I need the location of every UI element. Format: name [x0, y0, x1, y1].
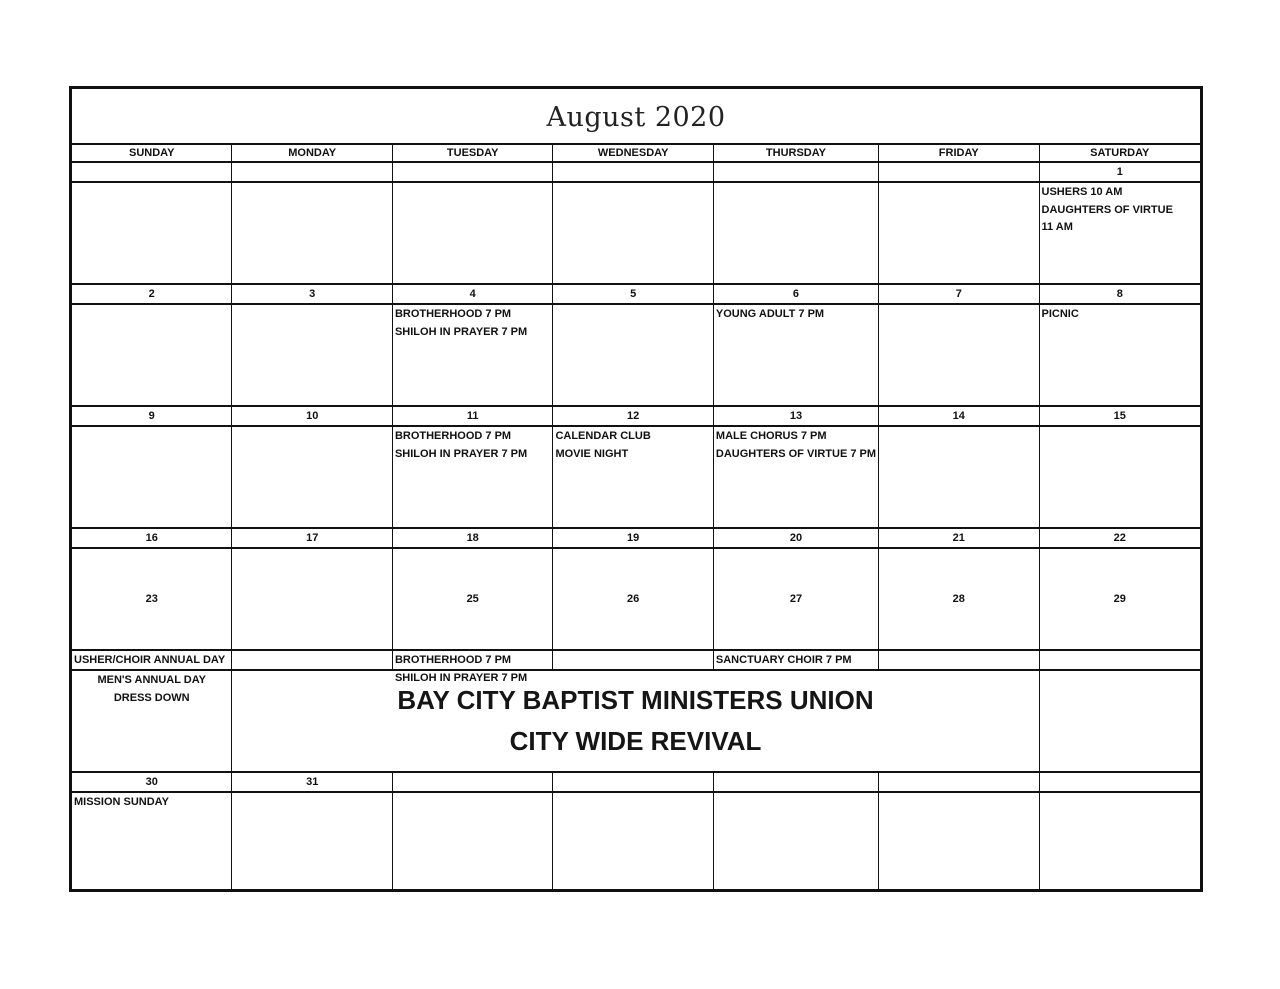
event: DAUGHTERS OF VIRTUE 7 PM: [715, 447, 877, 460]
day-cell: [1040, 793, 1200, 890]
event: SANCTUARY CHOIR 7 PM: [715, 654, 852, 666]
day-cell-aug-27: [714, 651, 879, 671]
date-number: [232, 549, 392, 651]
day-cell-aug-13: [714, 427, 879, 529]
day-cell: [393, 183, 553, 285]
day-cell: [714, 793, 879, 890]
date-number: 6: [714, 285, 879, 305]
date-number: 15: [1040, 407, 1200, 427]
revival-banner: [232, 671, 1039, 773]
day-cell-aug-11: [393, 427, 553, 529]
date-number: 25: [393, 549, 553, 651]
day-cell-aug-12: [553, 427, 713, 529]
date-number: 29: [1040, 549, 1200, 651]
day-cell: [72, 305, 232, 407]
day-cell: [232, 651, 392, 671]
date-number: 11: [393, 407, 553, 427]
calendar-title: August 2020: [546, 101, 726, 133]
date-number: [553, 773, 713, 793]
day-cell: [879, 305, 1039, 407]
event: SHILOH IN PRAYER 7 PM: [394, 447, 528, 460]
date-number: 26: [553, 549, 713, 651]
day-cell-aug-25: [393, 651, 553, 684]
event: MISSION SUNDAY: [74, 796, 169, 808]
day-cell: [1040, 651, 1200, 671]
event: MEN'S ANNUAL DAY: [97, 674, 207, 686]
event: SHILOH IN PRAYER 7 PM: [394, 325, 528, 338]
day-header-tuesday: TUESDAY: [393, 145, 553, 163]
day-header-friday: FRIDAY: [879, 145, 1039, 163]
day-cell: [714, 183, 879, 285]
date-number: [879, 773, 1039, 793]
calendar: [69, 86, 1203, 892]
day-cell: [553, 651, 713, 671]
date-number: [72, 163, 232, 183]
day-cell-aug-1: [1040, 183, 1200, 285]
date-number: [1040, 773, 1200, 793]
day-cell: [1040, 427, 1200, 529]
day-cell: [553, 793, 713, 890]
event: PICNIC: [1041, 308, 1079, 320]
date-number: [553, 163, 713, 183]
event: USHER/CHOIR ANNUAL DAY: [74, 654, 226, 666]
day-cell: [232, 305, 392, 407]
date-number: 22: [1040, 529, 1200, 549]
date-number: [232, 163, 392, 183]
event: CALENDAR CLUB: [555, 430, 651, 442]
day-cell: [879, 183, 1039, 285]
calendar-grid: [72, 145, 1200, 889]
banner-line: CITY WIDE REVIVAL: [509, 726, 762, 756]
date-number: 23: [72, 549, 232, 651]
date-number: 19: [553, 529, 713, 549]
date-number: 28: [879, 549, 1039, 651]
date-number: 16: [72, 529, 232, 549]
event: BROTHERHOOD 7 PM: [394, 308, 512, 320]
day-header-sunday: SUNDAY: [72, 145, 232, 163]
date-number: 17: [232, 529, 392, 549]
event: 11 AM: [1041, 221, 1073, 233]
day-header-wednesday: WEDNESDAY: [553, 145, 713, 163]
day-header-thursday: THURSDAY: [714, 145, 879, 163]
date-number: 1: [1040, 163, 1200, 183]
date-number: 7: [879, 285, 1039, 305]
day-cell: [232, 793, 392, 890]
day-header-monday: MONDAY: [232, 145, 392, 163]
event: USHERS 10 AM: [1041, 186, 1123, 198]
day-cell-aug-30: [72, 793, 232, 890]
date-number: 8: [1040, 285, 1200, 305]
day-cell-aug-4: [393, 305, 553, 407]
date-number: [393, 773, 553, 793]
event: BROTHERHOOD 7 PM: [394, 654, 512, 666]
date-number: 27: [714, 549, 879, 651]
date-number: 2: [72, 285, 232, 305]
date-number: 3: [232, 285, 392, 305]
date-number: 10: [232, 407, 392, 427]
day-cell: [232, 427, 392, 529]
day-cell: [72, 183, 232, 285]
day-cell: [879, 427, 1039, 529]
day-cell: [553, 305, 713, 407]
day-cell: [1040, 671, 1200, 773]
banner-line: BAY CITY BAPTIST MINISTERS UNION: [397, 685, 874, 715]
day-cell: [232, 183, 392, 285]
title-row: [72, 89, 1200, 145]
date-number: [714, 773, 879, 793]
date-number: 20: [714, 529, 879, 549]
day-header-saturday: SATURDAY: [1040, 145, 1200, 163]
date-number: 31: [232, 773, 392, 793]
event: SHILOH IN PRAYER 7 PM: [394, 671, 528, 684]
date-number: [879, 163, 1039, 183]
date-number: [714, 163, 879, 183]
day-cell-aug-6: [714, 305, 879, 407]
date-number: 12: [553, 407, 713, 427]
date-number: 18: [393, 529, 553, 549]
event: DAUGHTERS OF VIRTUE: [1041, 203, 1173, 216]
event: MOVIE NIGHT: [555, 447, 629, 460]
event: BROTHERHOOD 7 PM: [394, 430, 512, 442]
date-number: 9: [72, 407, 232, 427]
day-cell-aug-23: [72, 651, 232, 671]
date-number: 21: [879, 529, 1039, 549]
event: MALE CHORUS 7 PM: [715, 430, 827, 442]
event: YOUNG ADULT 7 PM: [715, 308, 825, 320]
day-cell: [393, 793, 553, 890]
date-number: 5: [553, 285, 713, 305]
date-number: 14: [879, 407, 1039, 427]
day-cell: [553, 183, 713, 285]
day-cell: [72, 427, 232, 529]
day-cell: [879, 793, 1039, 890]
day-cell-aug-8: [1040, 305, 1200, 407]
date-number: 30: [72, 773, 232, 793]
day-cell-aug-16: [72, 671, 232, 773]
date-number: 13: [714, 407, 879, 427]
event: DRESS DOWN: [113, 691, 190, 704]
date-number: [393, 163, 553, 183]
day-cell: [879, 651, 1039, 671]
date-number: 4: [393, 285, 553, 305]
